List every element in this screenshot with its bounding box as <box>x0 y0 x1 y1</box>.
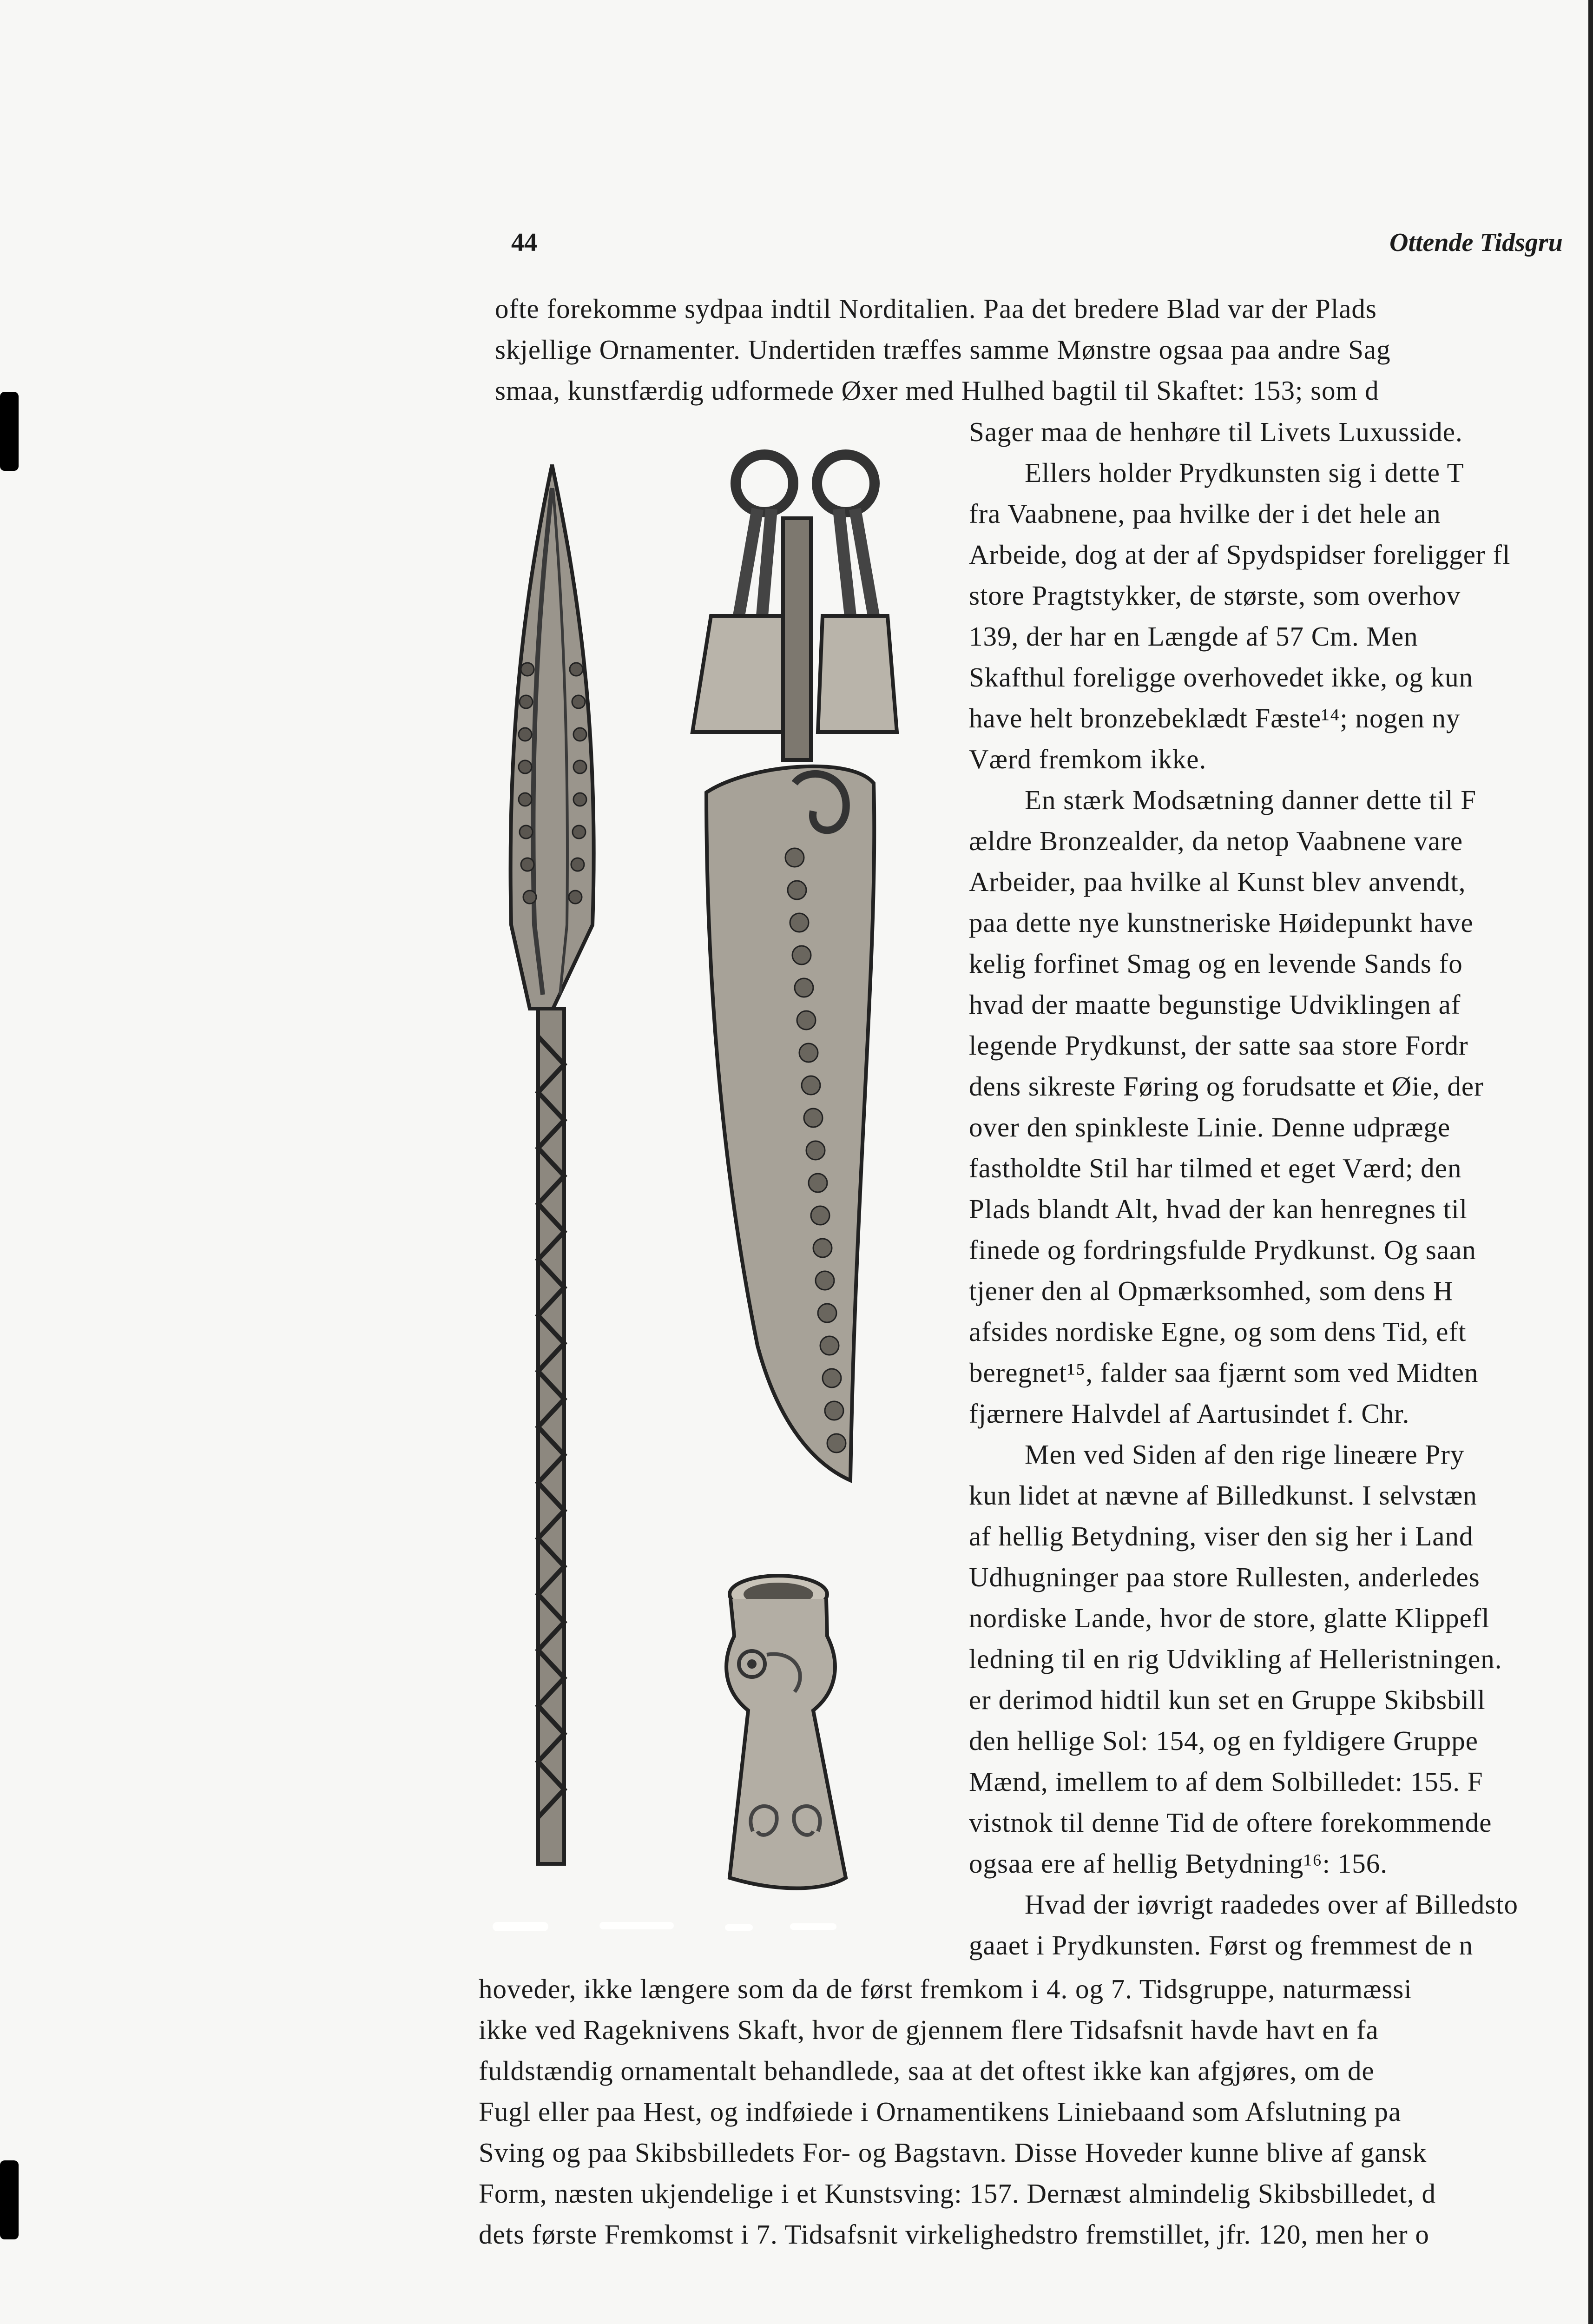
text-line: gaaet i Prydkunsten. Først og fremmest de n <box>969 1930 1474 1961</box>
running-title: Ottende Tidsgru <box>1389 228 1563 257</box>
spearhead-illustration <box>483 460 613 1878</box>
margin-mark-bottom <box>0 2160 19 2239</box>
text-line: ogsaa ere af hellig Betydning¹⁶: 156. <box>969 1848 1388 1879</box>
text-line: skjellige Ornamenter. Undertiden træffes samme Mønstre ogsaa paa andre Sag <box>495 334 1391 365</box>
scan-streak <box>725 1924 753 1931</box>
text-line: Mænd, imellem to af dem Solbilledet: 155. F <box>969 1766 1483 1797</box>
text-line: fuldstændig ornamentalt behandlede, saa at det oftest ikke kan afgjøres, om de <box>479 2055 1375 2086</box>
text-line: legende Prydkunst, der satte saa store Fordr <box>969 1030 1468 1061</box>
text-line: er derimod hidtil kun set en Gruppe Skibsbill <box>969 1684 1486 1715</box>
text-line: vistnok til denne Tid de oftere forekommende <box>969 1807 1492 1838</box>
text-line: Men ved Siden af den rige lineære Pry <box>1025 1439 1465 1470</box>
text-line: fjærnere Halvdel af Aartusindet f. Chr. <box>969 1398 1410 1429</box>
page-right-border <box>1588 0 1593 2324</box>
text-line: ledning til en rig Udvikling af Helleristningen. <box>969 1644 1502 1674</box>
text-line: dets første Fremkomst i 7. Tidsafsnit virkelighedstro fremstillet, jfr. 120, men her o <box>479 2219 1429 2250</box>
text-line: have helt bronzebeklædt Fæste¹⁴; nogen ny <box>969 703 1461 733</box>
right-column-text <box>969 411 1588 1966</box>
text-line: ældre Bronzealder, da netop Vaabnene vare <box>969 825 1463 856</box>
text-line: hoveder, ikke længere som da de først fremkom i 4. og 7. Tidsgruppe, naturmæssi <box>479 1974 1412 2004</box>
text-line: fra Vaabnene, paa hvilke der i det hele an <box>969 498 1441 529</box>
text-line: store Pragtstykker, de største, som overhov <box>969 580 1461 611</box>
text-line: fastholdte Stil har tilmed et eget Værd; den <box>969 1153 1462 1183</box>
text-line: kelig forfinet Smag og en levende Sands fo <box>969 948 1463 979</box>
dagger-illustration <box>655 439 943 1490</box>
text-line: 139, der har en Længde af 57 Cm. Men <box>969 621 1418 652</box>
text-line: Plads blandt Alt, hvad der kan henregnes til <box>969 1194 1468 1224</box>
text-line: En stærk Modsætning danner dette til F <box>1025 785 1477 815</box>
text-line: kun lidet at nævne af Billedkunst. I selvstæn <box>969 1480 1477 1511</box>
axe-illustration <box>702 1571 855 1896</box>
text-line: ikke ved Rageknivens Skaft, hvor de gjennem flere Tidsafsnit havde havt en fa <box>479 2014 1379 2045</box>
scan-streak <box>599 1922 674 1929</box>
text-line: over den spinkleste Linie. Denne udpræge <box>969 1112 1451 1142</box>
text-line: hvad der maatte begunstige Udviklingen af <box>969 989 1461 1020</box>
text-line: Sager maa de henhøre til Livets Luxusside. <box>969 416 1463 447</box>
text-line: Sving og paa Skibsbilledets For- og Bagstavn. Disse Hoveder kunne blive af gansk <box>479 2137 1427 2168</box>
text-line: Skafthul foreligge overhovedet ikke, og kun <box>969 662 1474 693</box>
text-line: dens sikreste Føring og forudsatte et Øie, der <box>969 1071 1484 1102</box>
text-line: Ellers holder Prydkunsten sig i dette T <box>1025 457 1464 488</box>
text-line: beregnet¹⁵, falder saa fjærnt som ved Midten <box>969 1357 1479 1388</box>
top-paragraph <box>495 288 1588 411</box>
scan-streak <box>493 1922 548 1931</box>
text-line: Værd fremkom ikke. <box>969 744 1207 774</box>
text-line: smaa, kunstfærdig udformede Øxer med Hulhed bagtil til Skaftet: 153; som d <box>495 375 1379 406</box>
page-number: 44 <box>511 228 537 257</box>
text-line: finede og fordringsfulde Prydkunst. Og saan <box>969 1235 1476 1265</box>
text-line: Form, næsten ukjendelige i et Kunstsving: 157. Dernæst almindelig Skibsbilledet, d <box>479 2178 1436 2209</box>
text-line: Hvad der iøvrigt raadedes over af Billedsto <box>1025 1889 1519 1920</box>
bottom-paragraph <box>479 1968 1588 2255</box>
text-line: afsides nordiske Egne, og som dens Tid, eft <box>969 1316 1467 1347</box>
text-line: nordiske Lande, hvor de store, glatte Klippefl <box>969 1603 1490 1633</box>
text-line: Udhugninger paa store Rullesten, anderledes <box>969 1562 1480 1592</box>
margin-mark-top <box>0 392 19 471</box>
scan-streak <box>790 1923 836 1930</box>
text-line: paa dette nye kunstneriske Høidepunkt have <box>969 907 1474 938</box>
text-line: tjener den al Opmærksomhed, som dens H <box>969 1275 1454 1306</box>
text-line: den hellige Sol: 154, og en fyldigere Gruppe <box>969 1725 1478 1756</box>
text-line: Arbeide, dog at der af Spydspidser foreligger fl <box>969 539 1511 570</box>
text-line: af hellig Betydning, viser den sig her i Land <box>969 1521 1474 1552</box>
text-line: ofte forekomme sydpaa indtil Norditalien. Paa det bredere Blad var der Plads <box>495 293 1377 324</box>
text-line: Arbeider, paa hvilke al Kunst blev anvendt, <box>969 866 1466 897</box>
text-line: Fugl eller paa Hest, og indføiede i Ornamentikens Liniebaand som Afslutning pa <box>479 2096 1402 2127</box>
